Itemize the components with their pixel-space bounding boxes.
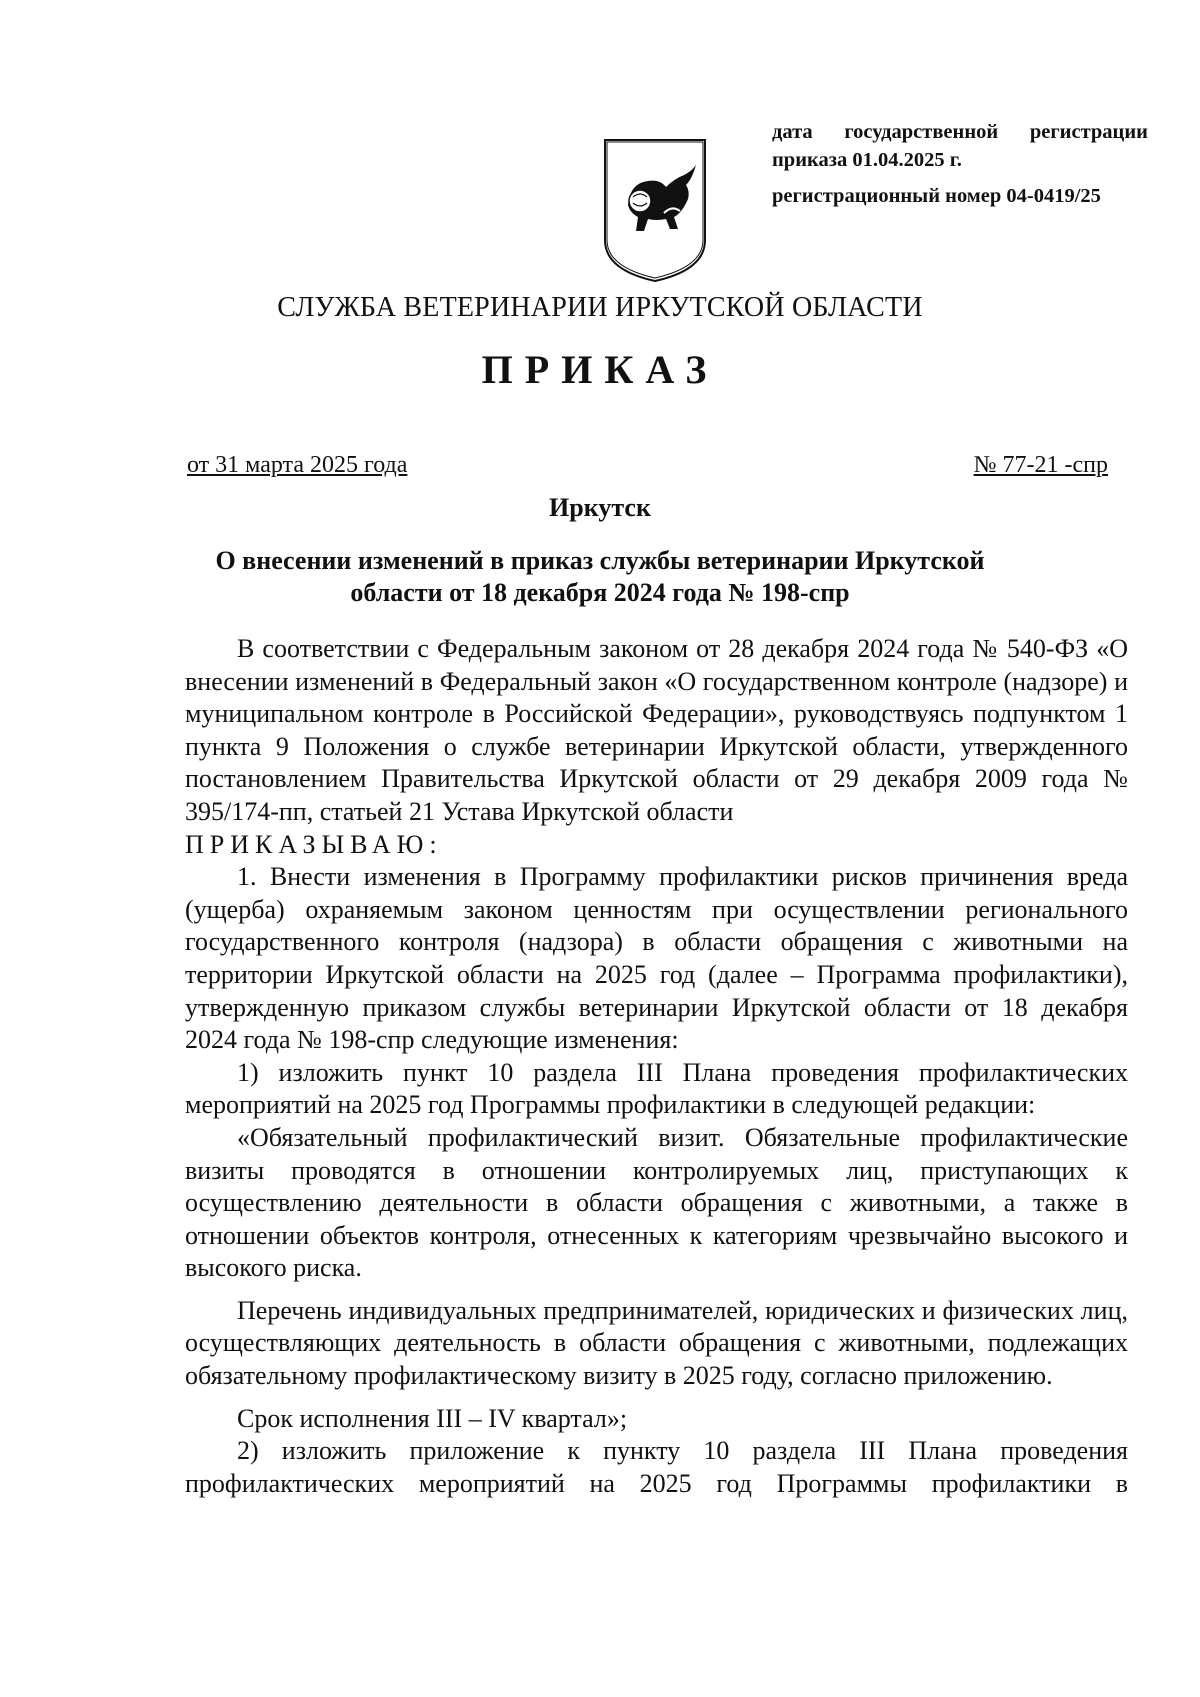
item-1-paragraph: 1. Внести изменения в Программу профилактики рисков причинения вреда (ущерба) охраняемым законом ценностям при осуществлении регионального государственного контроля (надзора) в области обращения с животными на территории Иркутской области на 2025 год (далее – Программа профилактики), утвержденную приказом службы ветеринарии Иркутской области от 18 декабря 2024 года № 198-спр следующие изменения: [185, 862, 1128, 1055]
registration-line-1: дата государственной регистрации [772, 121, 1148, 143]
registration-date: приказа 01.04.2025 г. [772, 149, 962, 171]
item-1-2-paragraph: 2) изложить приложение к пункту 10 раздела III Плана проведения профилактических мероприятий на 2025 год Программы профилактики в [185, 1436, 1128, 1498]
document-type-title: ПРИКАЗ [481, 347, 719, 392]
quote-paragraph-3: Срок исполнения III – IV квартал»; [237, 1403, 628, 1433]
coat-of-arms [600, 135, 710, 285]
order-number: № 77-21 -спр [973, 452, 1108, 478]
city-name: Иркутск [549, 493, 651, 522]
quote-paragraph-2: Перечень индивидуальных предпринимателей, юридических и физических лиц, осуществляющих деятельность в области обращения с животными, подлежащих обязательному профилактическому визиту в 2025 году, согласно приложению. [185, 1295, 1128, 1391]
preamble-paragraph: В соответствии с Федеральным законом от 28 декабря 2024 года № 540-ФЗ «О внесении изменений в Федеральный закон «О государственном контроле (надзоре) и муниципальном контроле в Российской Федерации», руководствуясь подпунктом 1 пункта 9 Положения о службе ветеринарии Иркутской области, утвержденного постановлением Правительства Иркутской области от 29 декабря 2009 года № 395/174-пп, статьей 21 Устава Иркутской области [185, 634, 1128, 826]
order-word: ПРИКАЗЫВАЮ: [185, 829, 443, 859]
agency-name: СЛУЖБА ВЕТЕРИНАРИИ ИРКУТСКОЙ ОБЛАСТИ [277, 292, 923, 323]
order-body [185, 633, 1128, 1500]
item-1-1-paragraph: 1) изложить пункт 10 раздела III Плана проведения профилактических мероприятий на 2025 год Программы профилактики в следующей редакции: [185, 1057, 1128, 1120]
order-subject [200, 545, 1000, 609]
irkutsk-coat-of-arms-icon [600, 135, 710, 285]
quote-paragraph-1: «Обязательный профилактический визит. Обязательные профилактические визиты проводятся в отношении контролируемых лиц, приступающих к осуществлению деятельности в области обращения с животными, а также в отношении объектов контроля, отнесенных к категориям чрезвычайно высокого и высокого риска. [185, 1122, 1128, 1283]
subject-line-2: области от 18 декабря 2024 года № 198-спр [350, 578, 850, 607]
subject-line-1: О внесении изменений в приказ службы ветеринарии Иркутской [215, 546, 985, 575]
registration-number: регистрационный номер 04-0419/25 [772, 185, 1101, 207]
registration-block [772, 118, 1148, 210]
order-date: от 31 марта 2025 года [187, 452, 408, 478]
